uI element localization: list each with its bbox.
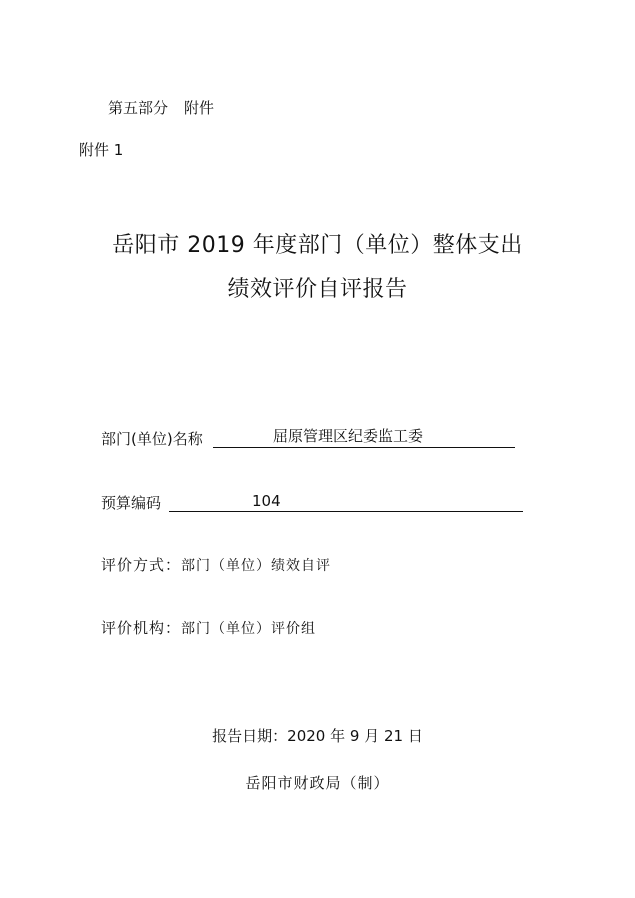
section-title: 第五部分 — [108, 99, 169, 117]
dept-name-label: 部门(单位)名称 — [101, 430, 203, 448]
report-title-line-2: 绩效评价自评报告 — [227, 277, 408, 302]
evaluation-agency-row — [101, 617, 316, 638]
evaluation-method-row — [101, 554, 331, 575]
evaluation-agency-value: 部门（单位）评价组 — [181, 621, 317, 637]
budget-code-field — [169, 491, 523, 512]
dept-name-field — [213, 427, 515, 448]
report-date: 报告日期：2020 年 9 月 21 日 — [212, 727, 423, 745]
evaluation-method-label: 评价方式： — [101, 556, 182, 574]
issuer: 岳阳市财政局（制） — [245, 774, 390, 792]
section-heading — [108, 97, 214, 118]
evaluation-agency-label: 评价机构： — [101, 619, 182, 637]
section-subtitle: 附件 — [184, 99, 215, 117]
evaluation-method-value: 部门（单位）绩效自评 — [181, 558, 332, 574]
budget-code-label: 预算编码 — [101, 494, 162, 512]
budget-code-value: 104 — [252, 492, 281, 510]
report-title-line-1: 岳阳市 2019 年度部门（单位）整体支出 — [112, 233, 523, 258]
dept-name-value: 屈原管理区纪委监工委 — [273, 427, 424, 445]
attachment-label: 附件 1 — [79, 141, 124, 159]
